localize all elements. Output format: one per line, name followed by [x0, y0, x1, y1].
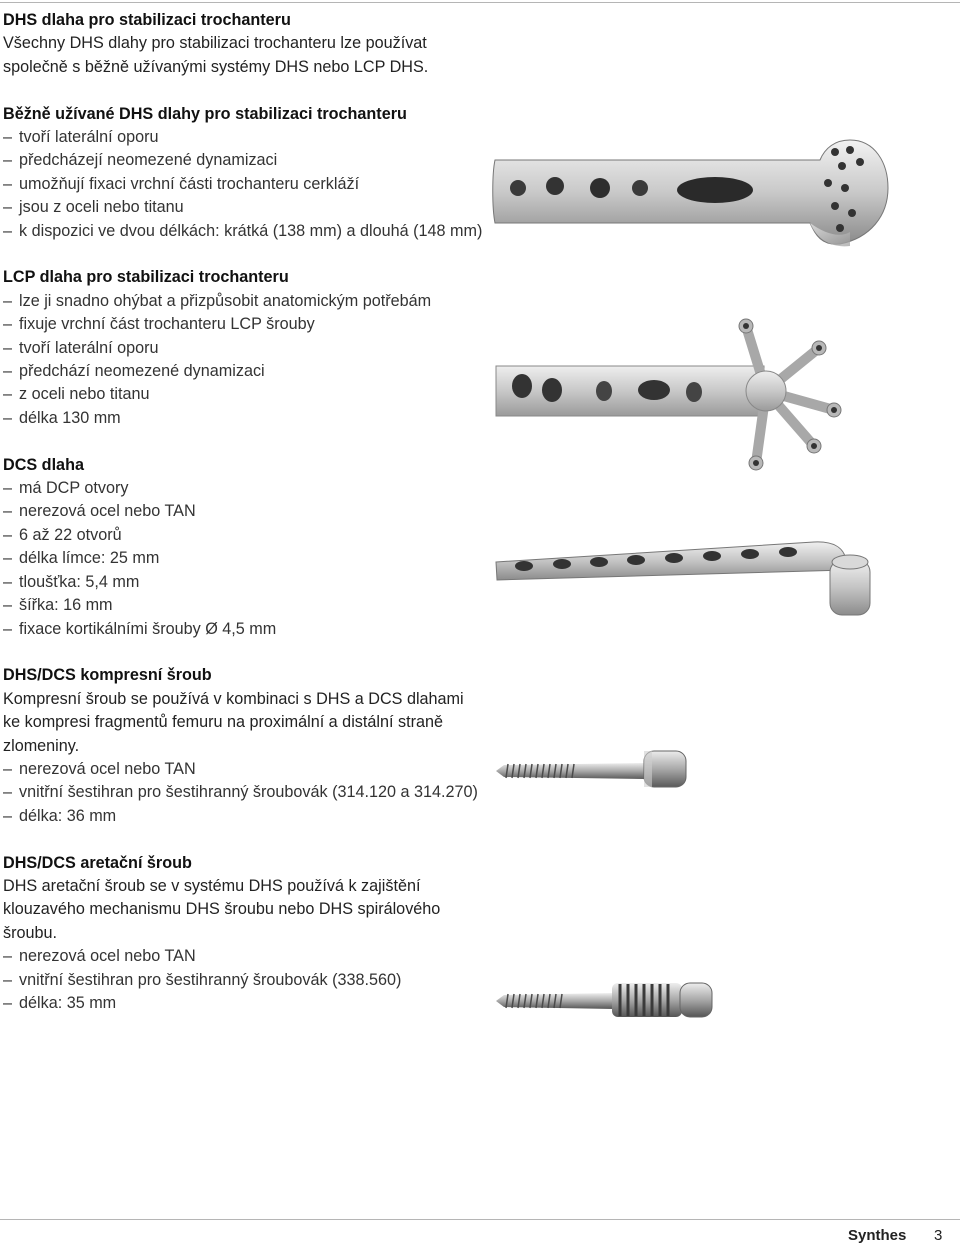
section-dcs-plate: [3, 454, 483, 641]
section-paragraph: Kompresní šroub se používá v kombinaci s DHS a DCS dlahami ke kompresi fragmentů femuru na proximální a distální straně zlomeniny.: [3, 689, 464, 755]
list-item: – délka: 35 mm: [3, 993, 117, 1012]
footer-rule: [0, 1219, 960, 1220]
section-locking-screw: [3, 852, 483, 1016]
list-item: – fixuje vrchní část trochanteru LCP šrouby: [3, 315, 315, 334]
list-item: – nerezová ocel nebo TAN: [3, 947, 196, 966]
bullet-list: [3, 758, 483, 828]
list-item: – nerezová ocel nebo TAN: [3, 759, 196, 778]
list-item: – šířka: 16 mm: [3, 596, 113, 615]
section-lcp-plate: [3, 266, 483, 430]
compression-screw-image: [494, 745, 694, 793]
section-paragraph: Všechny DHS dlahy pro stabilizaci trochanteru lze používat společně s běžně užívanými systémy DHS nebo LCP DHS.: [3, 34, 429, 76]
list-item: – délka 130 mm: [3, 408, 121, 427]
list-item: – jsou z oceli nebo titanu: [3, 198, 184, 217]
section-heading: LCP dlaha pro stabilizaci trochanteru: [3, 268, 289, 287]
locking-screw-image: [494, 975, 719, 1025]
list-item: – z oceli nebo titanu: [3, 385, 150, 404]
list-item: – předcházejí neomezené dynamizaci: [3, 151, 278, 170]
section-paragraph: DHS aretační šroub se v systému DHS používá k zajištění klouzavého mechanismu DHS šroubu nebo DHS spirálového šroubu.: [3, 876, 441, 942]
list-item: – délka límce: 25 mm: [3, 549, 160, 568]
section-heading: DHS/DCS aretační šroub: [3, 853, 192, 872]
footer-brand: Synthes: [848, 1227, 907, 1244]
section-common-dhs-plates: [3, 103, 483, 243]
bullet-list: [3, 290, 483, 430]
list-item: – délka: 36 mm: [3, 806, 117, 825]
section-compression-screw: [3, 664, 483, 828]
list-item: – umožňují fixaci vrchní části trochanteru cerkláží: [3, 174, 360, 193]
section-heading: DHS/DCS kompresní šroub: [3, 666, 212, 685]
dcs-plate-image: [494, 530, 884, 620]
dhs-trochanter-plate-image: [490, 138, 890, 248]
list-item: – tvoří laterální oporu: [3, 128, 159, 147]
top-rule: [0, 2, 960, 3]
list-item: – nerezová ocel nebo TAN: [3, 502, 196, 521]
list-item: – předchází neomezené dynamizaci: [3, 362, 265, 381]
list-item: – má DCP otvory: [3, 479, 129, 498]
page-number: 3: [934, 1227, 943, 1244]
section-heading: DCS dlaha: [3, 455, 84, 474]
list-item: – tvoří laterální oporu: [3, 338, 159, 357]
list-item: – vnitřní šestihran pro šestihranný šroubovák (338.560): [3, 970, 402, 989]
list-item: – 6 až 22 otvorů: [3, 525, 122, 544]
bullet-list: [3, 477, 483, 641]
section-heading: DHS dlaha pro stabilizaci trochanteru: [3, 11, 291, 29]
bullet-list: [3, 126, 483, 243]
list-item: – fixace kortikálními šrouby Ø 4,5 mm: [3, 619, 277, 638]
section-dhs-plate: [3, 9, 483, 79]
section-heading: Běžně užívané DHS dlahy pro stabilizaci trochanteru: [3, 104, 407, 123]
text-column: [3, 9, 483, 1039]
list-item: – tloušťka: 5,4 mm: [3, 572, 140, 591]
list-item: – lze ji snadno ohýbat a přizpůsobit anatomickým potřebám: [3, 291, 432, 310]
bullet-list: [3, 945, 483, 1015]
lcp-trochanter-plate-image: [494, 318, 874, 473]
list-item: – vnitřní šestihran pro šestihranný šroubovák (314.120 a 314.270): [3, 783, 478, 802]
list-item: – k dispozici ve dvou délkách: krátká (138 mm) a dlouhá (148 mm): [3, 221, 483, 240]
